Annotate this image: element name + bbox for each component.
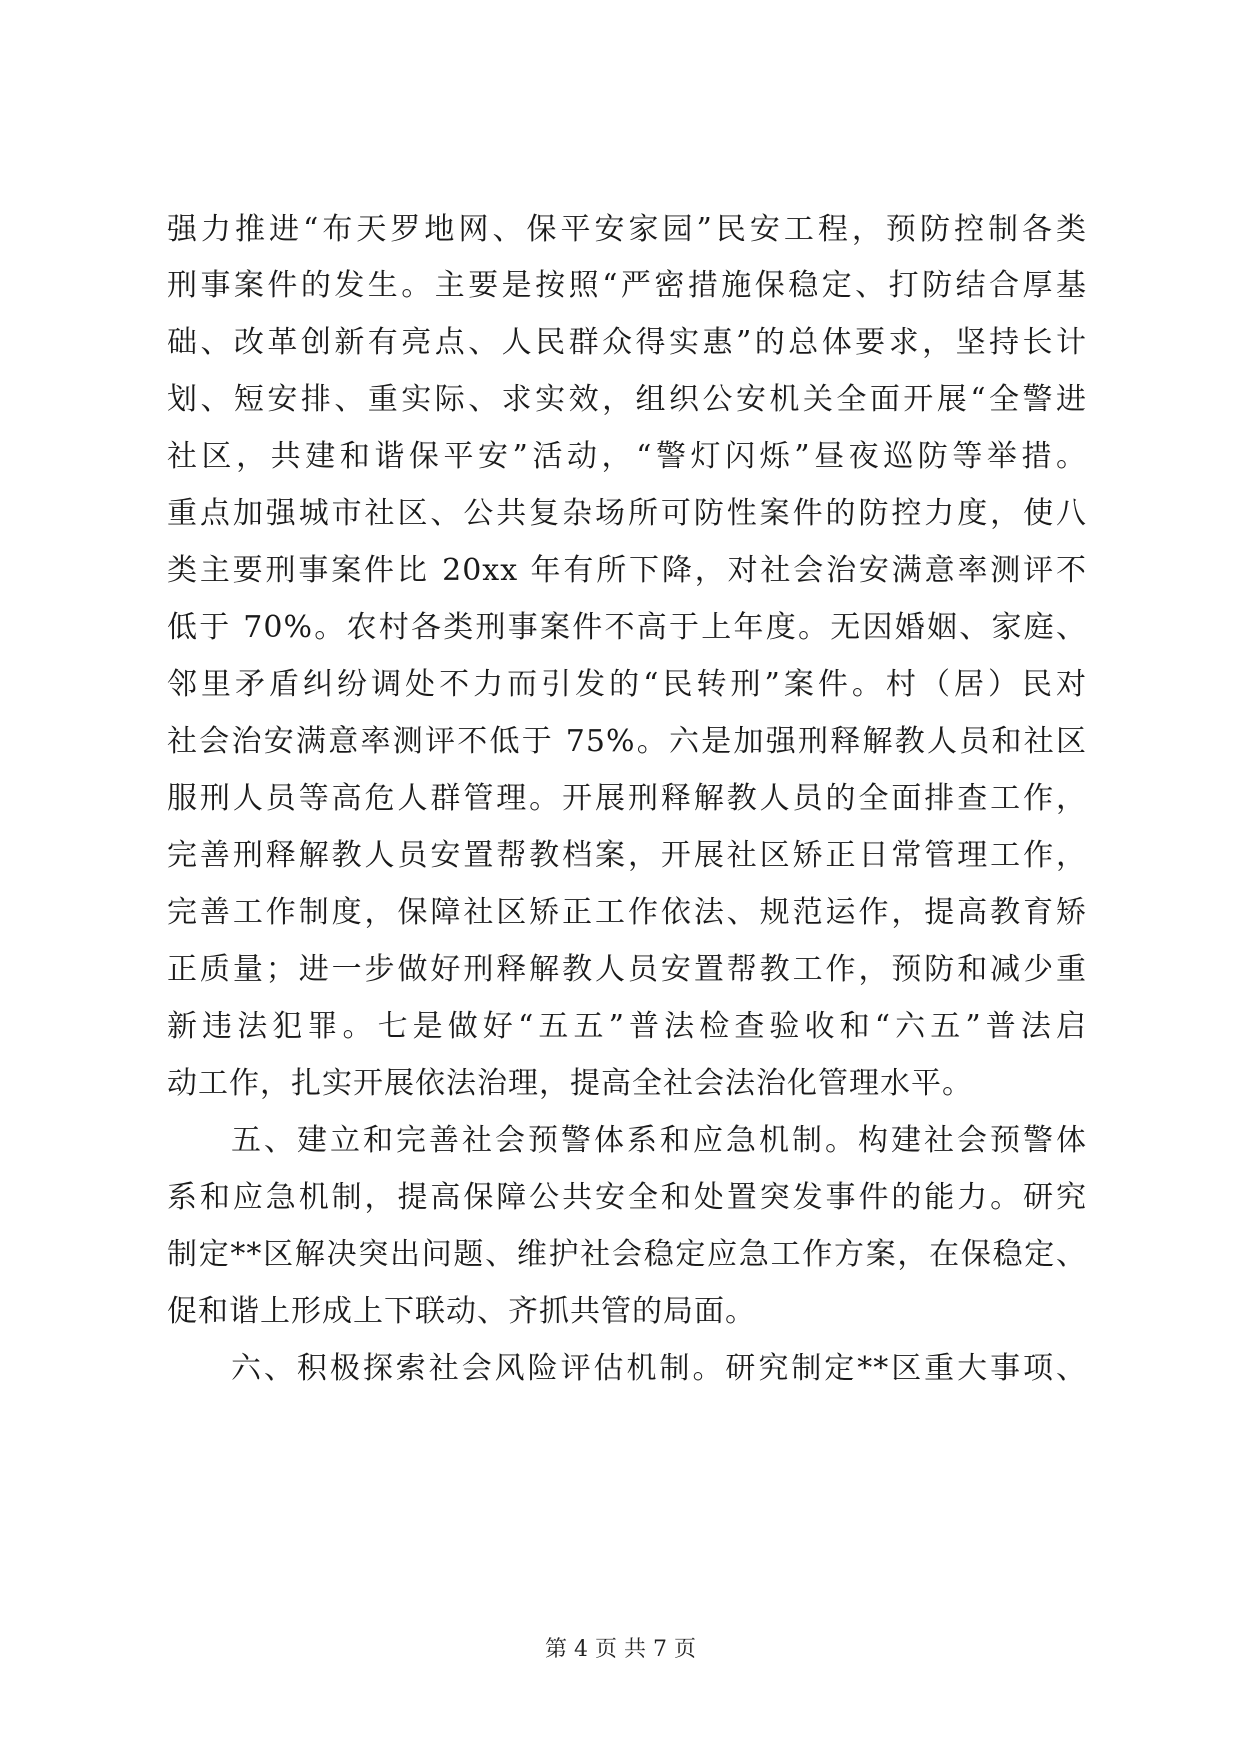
body-line-12: 完善刑释解教人员安置帮教档案，开展社区矫正日常管理工作， <box>167 838 1087 873</box>
body-line-16: 动工作，扎实开展依法治理，提高全社会法治化管理水平。 <box>167 1066 973 1101</box>
section-5-heading-line: 五、建立和完善社会预警体系和应急机制。构建社会预警体 <box>231 1123 1087 1158</box>
body-line-3: 础、改革创新有亮点、人民群众得实惠”的总体要求，坚持长计 <box>167 325 1087 360</box>
body-line-10: 社会治安满意率测评不低于 75%。六是加强刑释解教人员和社区 <box>167 724 1087 759</box>
body-line-11: 服刑人员等高危人群管理。开展刑释解教人员的全面排查工作， <box>167 781 1087 816</box>
body-line-2: 刑事案件的发生。主要是按照“严密措施保稳定、打防结合厚基 <box>167 268 1087 303</box>
section-5-line-3: 制定**区解决突出问题、维护社会稳定应急工作方案，在保稳定、 <box>167 1237 1087 1272</box>
section-6-heading-line: 六、积极探索社会风险评估机制。研究制定**区重大事项、 <box>231 1351 1087 1386</box>
body-line-5: 社区，共建和谐保平安”活动，“警灯闪烁”昼夜巡防等举措。 <box>167 439 1087 474</box>
body-line-15: 新违法犯罪。七是做好“五五”普法检查验收和“六五”普法启 <box>167 1009 1087 1044</box>
body-line-14: 正质量；进一步做好刑释解教人员安置帮教工作，预防和减少重 <box>167 952 1087 987</box>
section-5-line-2: 系和应急机制，提高保障公共安全和处置突发事件的能力。研究 <box>167 1180 1087 1215</box>
section-5-line-4: 促和谐上形成上下联动、齐抓共管的局面。 <box>167 1294 756 1329</box>
page-number-footer: 第 4 页 共 7 页 <box>545 1637 696 1662</box>
body-line-7: 类主要刑事案件比 20xx 年有所下降，对社会治安满意率测评不 <box>167 553 1087 588</box>
body-line-8: 低于 70%。农村各类刑事案件不高于上年度。无因婚姻、家庭、 <box>167 610 1087 645</box>
body-line-1: 强力推进“布天罗地网、保平安家园”民安工程，预防控制各类 <box>167 212 1087 247</box>
body-line-4: 划、短安排、重实际、求实效，组织公安机关全面开展“全警进 <box>167 382 1087 417</box>
body-line-13: 完善工作制度，保障社区矫正工作依法、规范运作，提高教育矫 <box>167 895 1087 930</box>
body-line-9: 邻里矛盾纠纷调处不力而引发的“民转刑”案件。村（居）民对 <box>167 667 1087 702</box>
body-line-6: 重点加强城市社区、公共复杂场所可防性案件的防控力度，使八 <box>167 496 1087 531</box>
